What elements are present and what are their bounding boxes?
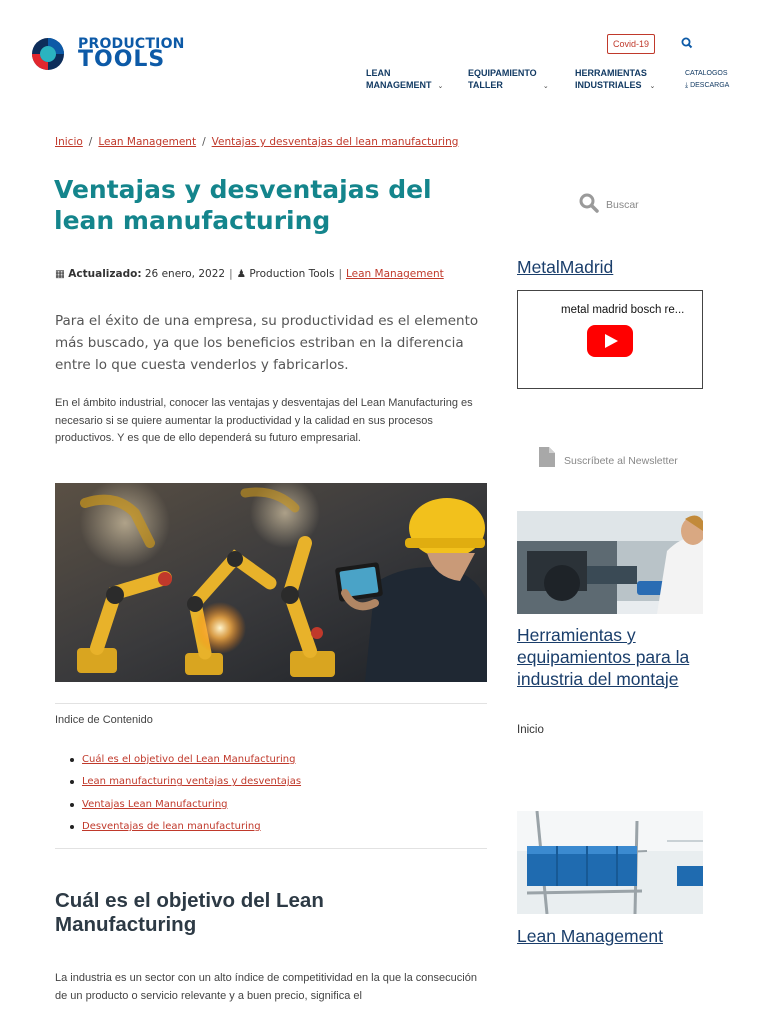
article-meta: ▦ Actualizado: 26 enero, 2022 | ♟ Production Tools | Lean Management xyxy=(55,268,444,280)
download-icon: ⤓ xyxy=(685,82,689,89)
logo-text-tools: TOOLS xyxy=(78,47,166,72)
breadcrumb-lean-management[interactable]: Lean Management xyxy=(98,136,197,148)
chevron-down-icon: ⌄ xyxy=(649,83,656,90)
nav-herr-line1: HERRAMIENTAS xyxy=(575,68,647,78)
section-heading: Cuál es el objetivo del Lean Manufacturing xyxy=(55,889,324,936)
chevron-down-icon: ⌄ xyxy=(542,83,549,90)
search-placeholder: Buscar xyxy=(606,199,639,211)
user-icon: ♟ xyxy=(236,268,247,280)
category-link[interactable]: Lean Management xyxy=(346,268,444,280)
breadcrumb-inicio[interactable]: Inicio xyxy=(55,136,83,148)
newsletter-link[interactable] xyxy=(537,446,707,468)
search-icon[interactable] xyxy=(680,36,694,50)
toc-link-ventajas-desventajas[interactable]: Lean manufacturing ventajas y desventajas xyxy=(82,776,302,788)
post-category-inicio[interactable]: Inicio xyxy=(517,724,544,736)
toc-title: Indice de Contenido xyxy=(55,714,153,726)
document-icon xyxy=(537,446,557,468)
nav-cat-line1: CATALOGOS xyxy=(685,70,728,77)
nav-cat-line2: DESCARGA xyxy=(690,82,730,89)
post-title-montaje[interactable]: Herramientas y equipamientos para la industria del montaje xyxy=(517,625,690,689)
toc-item xyxy=(68,816,301,838)
divider xyxy=(55,848,487,849)
breadcrumb-separator: / xyxy=(88,136,93,148)
video-embed[interactable] xyxy=(517,290,703,389)
post-thumbnail-montaje[interactable] xyxy=(517,511,703,614)
toc-link-ventajas[interactable]: Ventajas Lean Manufacturing xyxy=(82,798,228,810)
widget-title-metalmadrid[interactable]: MetalMadrid xyxy=(517,257,614,277)
covid-button[interactable]: Covid-19 xyxy=(607,34,655,54)
site-logo[interactable] xyxy=(30,36,210,74)
breadcrumb-separator: / xyxy=(202,136,206,148)
nav-lean-management[interactable] xyxy=(366,67,443,93)
chevron-down-icon: ⌄ xyxy=(437,83,444,90)
toc-link-desventajas[interactable]: Desventajas de lean manufacturing xyxy=(82,820,261,832)
page-title: Ventajas y desventajas del lean manufacturing xyxy=(54,175,432,235)
author-name: Production Tools xyxy=(249,268,335,280)
youtube-play-icon[interactable] xyxy=(587,325,633,357)
post-thumbnail-lean[interactable] xyxy=(517,811,703,914)
nav-equipamiento-taller[interactable] xyxy=(468,67,549,93)
sidebar-search[interactable] xyxy=(578,192,698,214)
divider xyxy=(55,703,487,704)
toc-item xyxy=(68,771,301,793)
nav-equip-line1: EQUIPAMIENTO xyxy=(468,68,537,78)
toc-item xyxy=(68,794,301,816)
nav-herramientas-industriales[interactable] xyxy=(575,67,655,93)
newsletter-label: Suscríbete al Newsletter xyxy=(564,455,678,467)
article-lead: Para el éxito de una empresa, su productividad es el elemento más buscado, ya que los beneficios estriban en la diferencia entre lo que cuesta venderlos y fabricarlos. xyxy=(55,313,479,373)
nav-herr-line2: INDUSTRIALES xyxy=(575,80,642,90)
search-icon xyxy=(578,192,600,214)
nav-equip-line2: TALLER xyxy=(468,80,503,90)
logo-text-production: PRODUCTION xyxy=(78,36,185,52)
video-title: metal madrid bosch re... xyxy=(561,304,685,316)
updated-label: Actualizado: xyxy=(68,268,142,280)
nav-lean-line2: MANAGEMENT xyxy=(366,80,432,90)
section-body: La industria es un sector con un alto índice de competitividad en la que la consecución de un producto o servicio relevante y a buen precio, significa el xyxy=(55,972,477,1002)
updated-date: 26 enero, 2022 xyxy=(144,268,226,280)
toc-link-objetivo[interactable]: Cuál es el objetivo del Lean Manufacturing xyxy=(82,754,296,765)
table-of-contents xyxy=(68,749,301,838)
breadcrumb xyxy=(55,136,458,148)
hero-image xyxy=(55,483,487,682)
toc-item xyxy=(68,749,301,771)
calendar-icon: ▦ xyxy=(55,268,65,280)
post-title-lean-management[interactable]: Lean Management xyxy=(517,926,663,946)
nav-lean-line1: LEAN xyxy=(366,68,391,78)
article-intro: En el ámbito industrial, conocer las ventajas y desventajas del Lean Manufacturing es necesario si se quiere aumentar la productividad y la calidad en sus procesos productivos. Y es que de ello dependerá su futuro empresarial. xyxy=(55,397,473,444)
breadcrumb-current[interactable]: Ventajas y desventajas del lean manufacturing xyxy=(211,136,459,148)
logo-mark-icon xyxy=(30,36,68,74)
nav-catalogos-descarga[interactable] xyxy=(685,68,729,92)
